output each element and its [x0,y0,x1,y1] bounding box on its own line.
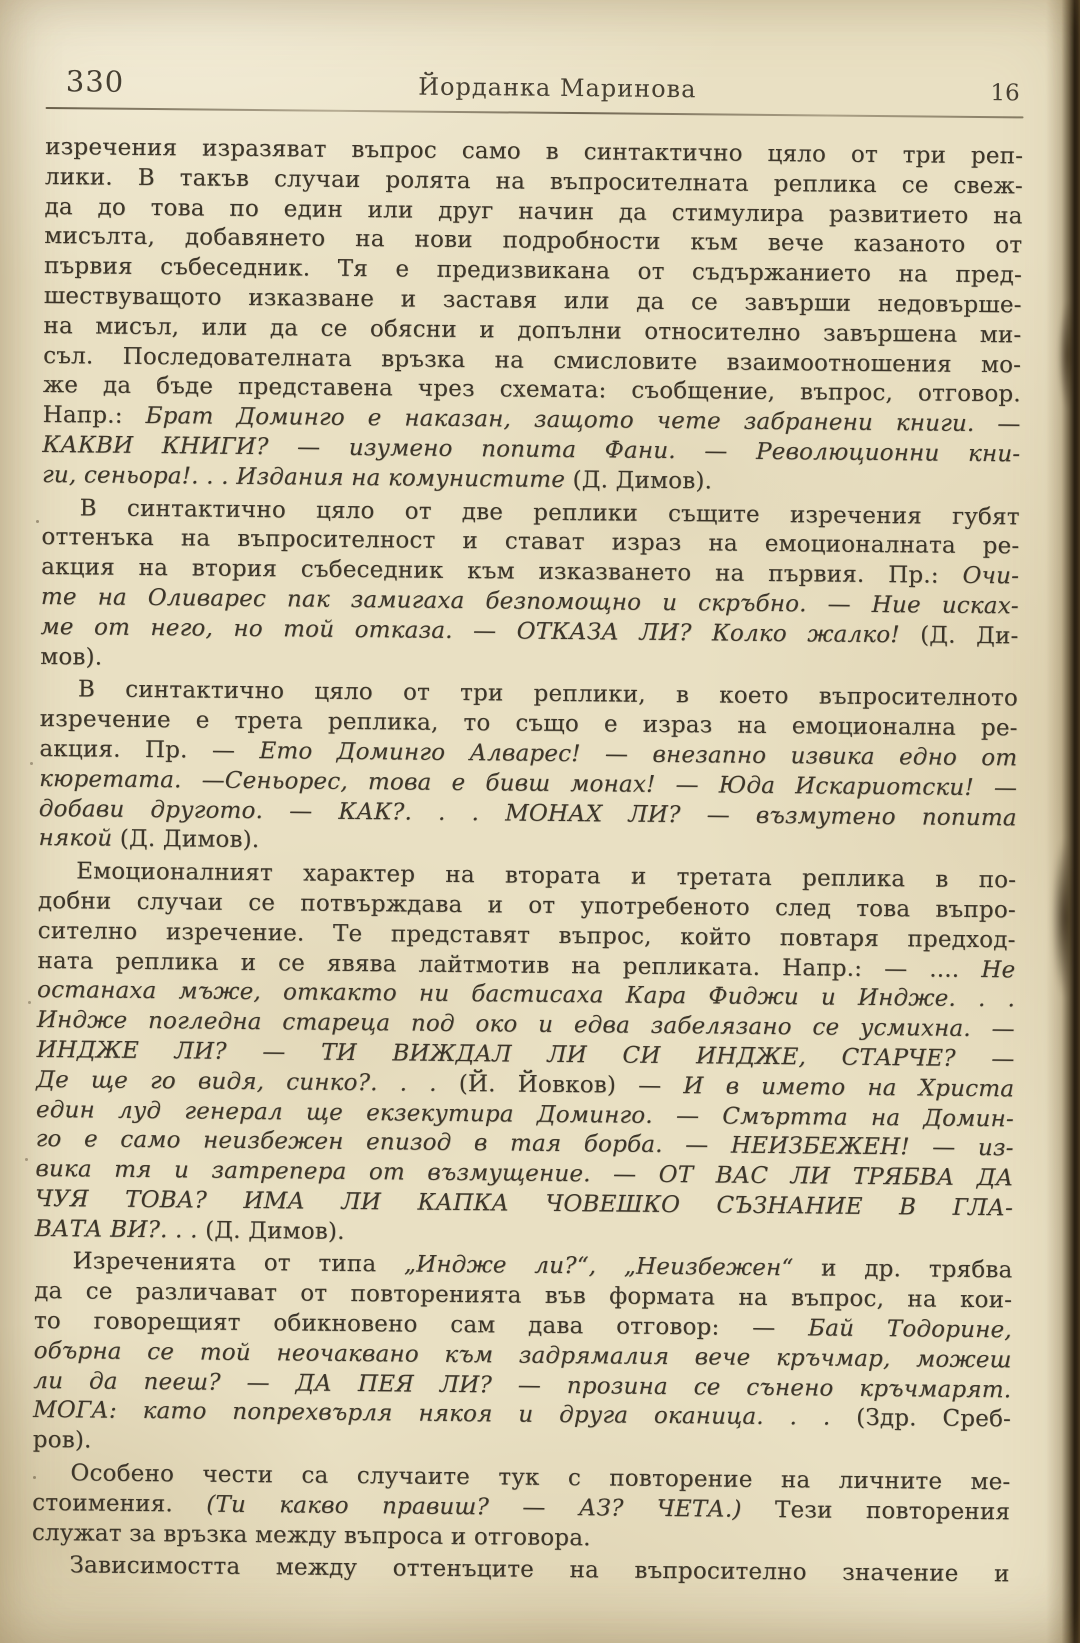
text-segment: съл. Последователната връзка на смисловите взаимоотношения мо- [43,342,1022,378]
paragraph [38,675,1018,863]
text-segment: Особено чести са случаите тук с повторение на личните ме- [70,1460,1011,1496]
paragraph [32,1459,1011,1558]
paragraph [42,133,1023,500]
text-segment: добни случаи се потвърждава и от употребеното след това въпро- [37,887,1017,924]
text-segment: МОГА: като попрехвърля някоя и друга оканица. . . [32,1397,857,1432]
text-segment: оттенъка на въпросителност и стават израз на емоционалната ре- [41,524,1020,560]
scan-speckles [0,0,3,3]
page-text [31,133,1023,1591]
text-segment: вика тя и затрепера от възмущение. — ОТ ВАС ЛИ ТРЯБВА ДА [35,1156,1014,1192]
text-segment: изречения изразяват въпрос само в синтактично цяло от три реп- [45,133,1024,170]
text-segment: Тези повторения [741,1496,1011,1526]
text-segment: Напр.: [42,402,146,430]
text-segment: те на Оливарес пак замигаха безпомощно и скръбно. — Ние исках- [40,583,1019,620]
text-segment: (Д. Димов). [572,466,713,495]
text-segment: ВАТА ВИ?. . . [34,1215,206,1244]
text-segment: ги, сеньора!. . . Издания на комунистите [41,461,573,493]
text-segment: Ето Доминго Алварес! — внезапно извика едно от [259,738,1018,772]
text-segment: първия събеседник. Тя е предизвикана от съдържанието на пред- [43,253,1023,289]
text-segment: Изреченията от типа [72,1248,405,1278]
text-segment: да до това по един или друг начин да стимулира развитието на [44,193,1023,229]
page-content [31,64,1024,1591]
text-segment: (Д. Димов). [119,826,260,854]
page-header [46,64,1024,107]
paragraph [35,857,1017,1254]
text-segment: Зависимостта между оттенъците на въпросително значение и [69,1552,1010,1588]
header-rule [46,107,1024,118]
running-title: Йорданка Маринова [418,72,697,104]
text-segment: (Ти какво правиш? — АЗ? ЧЕТА.) [206,1491,742,1523]
paragraph [31,1551,1009,1590]
book-edge-shadow [1046,0,1080,1643]
text-segment: кюретата. —Сеньорес, това е бивш монах! — Юда Искариотски! — [39,765,1018,802]
text-segment: на мисъл, или да се обясни и допълни относително завършена ми- [43,312,1022,349]
text-segment: ната реплика и се явява лайтмотив на репликата. Напр.: — .... [37,947,982,983]
text-segment: ме от него, но той отказа. — ОТКАЗА ЛИ? Колко жалко! [40,613,921,649]
text-segment: стоимения. [32,1489,207,1518]
folio-number: 16 [990,80,1020,107]
text-segment: ли да пееш? — ДА ПЕЯ ЛИ? — прозина се сънено кръчмарят. [33,1367,1012,1403]
text-segment: КАКВИ КНИГИ? — изумено попита Фани. — Революционни кни- [42,431,1021,468]
text-segment: добави другото. — КАК?. . . МОНАХ ЛИ? — възмутено попита [38,795,1017,831]
text-segment: ров). [32,1427,92,1454]
text-segment: да се различават от повторенията във формата на въпрос, на кои- [34,1278,1013,1314]
text-segment: един луд генерал ще екзекутира Доминго. — Смъртта на Домин- [35,1096,1015,1132]
text-segment: В синтактично цяло от две реплики същите изречения губят [79,494,1020,530]
text-segment: служат за връзка между въпроса и отговора. [31,1519,591,1551]
text-segment: останаха мъже, откакто ни бастисаха Кара Фиджи и Индже. . . [36,977,1016,1013]
text-segment: (Д. Ди- [920,622,1019,650]
text-line [31,1551,1009,1590]
text-segment: Брат Доминго е наказан, защото чете забранени книги. — [145,403,1021,438]
text-segment: Де ще го видя, синко?. . . [36,1066,459,1097]
text-segment: (Й. Йовков) — [458,1070,684,1099]
text-segment: Бай Тодорине, [808,1315,1013,1344]
text-segment: И в името на Христа [683,1072,1015,1103]
text-segment: ЧУЯ ТОВА? ИМА ЛИ КАПКА ЧОВЕШКО СЪЗНАНИЕ В ГЛА- [34,1185,1014,1222]
text-segment: Емоционалният характер на втората и третата реплика в по- [76,858,1017,894]
text-segment: Не [981,956,1016,983]
text-segment: акция на втория събеседник към изказването на първия. Пр.: [41,554,963,589]
text-segment: шествуващото изказване и заставя или да се завърши недовърше- [43,282,1022,319]
paragraph [40,494,1020,682]
text-segment: мисълта, добавянето на нови подробности към вече казаното от [44,223,1023,259]
page-number: 330 [65,64,125,99]
text-segment: Очи- [962,562,1020,590]
text-segment: то говорещият обикновено сам дава отговор: — [33,1308,809,1342]
paragraph [33,1247,1013,1465]
text-segment: Индже погледна стареца под око и едва забелязано се усмихна. — [36,1007,1015,1043]
text-segment: В синтактично цяло от три реплики, в което въпросителното [77,676,1019,712]
text-segment: ИНДЖЕ ЛИ? — ТИ ВИЖДАЛ ЛИ СИ ИНДЖЕ, СТАРЧЕ? — [36,1036,1015,1073]
text-segment: изречение е трета реплика, то също е израз на емоционална ре- [39,706,1018,742]
text-segment: (Здр. Среб- [856,1405,1012,1433]
text-segment: и др. трябва [793,1255,1013,1284]
text-segment: „Индже ли?“, „Неизбежен“ [403,1251,794,1282]
text-segment: го е само неизбежен епизод в тая борба. — НЕИЗБЕЖЕН! — из- [35,1126,1014,1162]
text-segment: сително изречение. Те представят въпрос, който повтаря предход- [37,917,1016,954]
text-segment: же да бъде представена чрез схемата: съобщение, въпрос, отговор. [42,372,1021,408]
text-segment: лики. В такъв случаи ролята на въпросителната реплика се свеж- [44,163,1023,200]
text-segment: мов). [40,643,103,671]
text-segment: (Д. Димов). [205,1217,345,1245]
text-segment: някой [38,825,120,853]
text-segment: обърна се той неочаквано към задрямалия вече кръчмар, можеш [33,1337,1012,1374]
text-segment: акция. Пр. — [39,735,260,765]
